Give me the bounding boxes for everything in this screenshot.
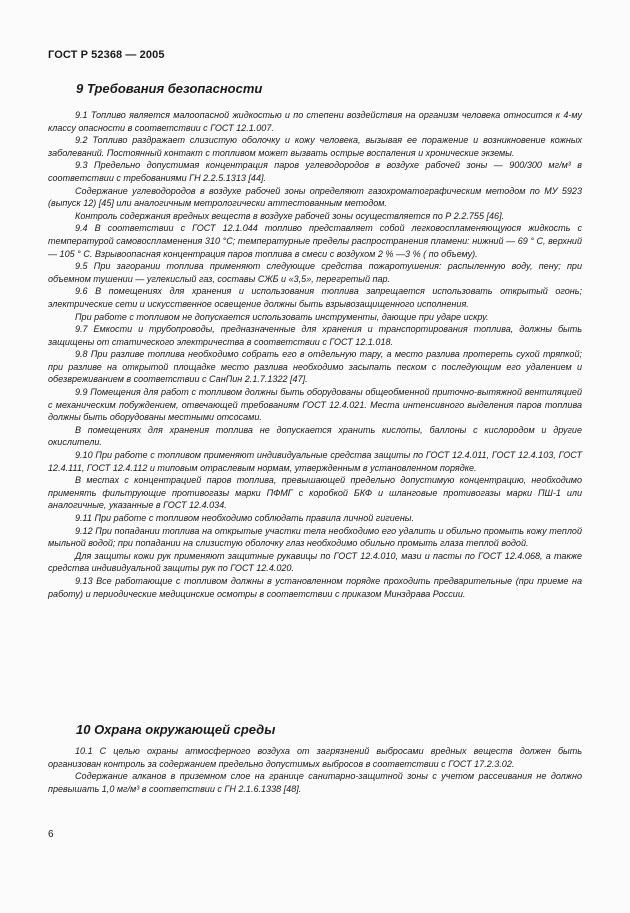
paragraph-9-10-gasmasks: В местах с концентрацией паров топлива, превышающей предельно допустимую концентрацию, необходимо применять фильтрующие противогазы марки ПФМГ с коробкой БКФ и шланговые противогазы марки ПШ-1 или аналогичные, указанные в ГОСТ 12.4.034. <box>48 475 582 511</box>
page-number: 6 <box>48 829 54 840</box>
paragraph-9-6-tools: При работе с топливом не допускается использовать инструменты, дающие при ударе искру. <box>75 311 489 322</box>
paragraph-9-3: 9.3 Предельно допустимая концентрация паров углеводородов в воздухе рабочей зоны — 900/300 мг/м³ в соответствии с требованиями ГН 2.2.5.1313 [44]. <box>48 160 582 183</box>
paragraph-9-7: 9.7 Емкости и трубопроводы, предназначенные для хранения и транспортирования топлива, должны быть защищены от статического электричества в соответствии с ГОСТ 12.1.018. <box>48 324 582 347</box>
paragraph-9-8: 9.8 При разливе топлива необходимо собрать его в отдельную тару, а место разлива протереть сухой тряпкой; при разливе на открытой площадке место разлива необходимо засыпать песком с последующим его удалением и обезвреживанием в соответствии с СанПин 2.1.7.1322 [47]. <box>48 349 582 385</box>
paragraph-10-1-alkanes: Содержание алканов в приземном слое на границе санитарно-защитной зоны с учетом рассеивания не должно превышать 1,0 мг/м³ в соответствии с ГН 2.1.6.1338 [48]. <box>48 771 582 794</box>
paragraph-9-9-storage: В помещениях для хранения топлива не допускается хранить кислоты, баллоны с кислородом и другие окислители. <box>48 424 582 448</box>
section-10-body <box>48 745 582 795</box>
section-10-title: 10 Охрана окружающей среды <box>76 722 276 737</box>
paragraph-10-1: 10.1 С целью охраны атмосферного воздуха от загрязнений выбросами вредных веществ должен быть организован контроль за содержанием предельно допустимых выбросов в соответствии с ГОСТ 17.2.3.02. <box>48 746 582 769</box>
paragraph-9-5: 9.5 При загорании топлива применяют следующие средства пожаротушения: распыленную воду, пену; при объемном тушении — углекислый газ, составы СЖБ и «3,5», перегретый пар. <box>48 261 582 284</box>
section-9-body <box>48 109 582 600</box>
paragraph-9-11: 9.11 При работе с топливом необходимо соблюдать правила личной гигиены. <box>75 513 414 523</box>
paragraph-9-2: 9.2 Топливо раздражает слизистую оболочку и кожу человека, вызывая ее поражение и возникновение кожных заболеваний. Постоянный контакт с топливом может вызвать острые воспаления и хронические экземы. <box>48 135 582 158</box>
paragraph-9-3-control: Контроль содержания вредных веществ в воздухе рабочей зоны осуществляется по Р 2.2.755 [46]. <box>75 210 505 221</box>
document-id: ГОСТ Р 52368 — 2005 <box>48 49 165 61</box>
section-9-title: 9 Требования безопасности <box>76 81 263 96</box>
paragraph-9-12-gloves: Для защиты кожи рук применяют защитные рукавицы по ГОСТ 12.4.010, мази и пасты по ГОСТ 12.4.068, а также средства индивидуальной защиты рук по ГОСТ 12.4.020. <box>48 550 582 574</box>
paragraph-9-9: 9.9 Помещения для работ с топливом должны быть оборудованы общеобменной приточно-вытяжной вентиляцией с механическим побуждением, отвечающей требованиям ГОСТ 12.4.021. Места интенсивного выделения паров топлива должны быть оборудованы местными отсосами. <box>48 387 582 423</box>
paragraph-9-1: 9.1 Топливо является малоопасной жидкостью и по степени воздействия на организм человека относится к 4-му классу опасности в соответствии с ГОСТ 12.1.007. <box>48 110 582 133</box>
paragraph-9-13: 9.13 Все работающие с топливом должны в установленном порядке проходить предварительные (при приеме на работу) и периодические медицинские осмотры в соответствии с приказом Минздрава России. <box>48 575 582 599</box>
paragraph-9-6: 9.6 В помещениях для хранения и использования топлива запрещается использовать открытый огонь; электрические сети и искусственное освещение должны быть взрывозащищенного исполнения. <box>48 286 582 309</box>
paragraph-9-12: 9.12 При попадании топлива на открытые участки тела необходимо его удалить и обильно промыть кожу теплой мыльной водой; при попадании на слизистую оболочку глаз необходимо обильно промыть глаза теплой водой. <box>48 525 582 549</box>
paragraph-9-10: 9.10 При работе с топливом применяют индивидуальные средства защиты по ГОСТ 12.4.011, ГОСТ 12.4.103, ГОСТ 12.4.111, ГОСТ 12.4.112 и типовым отраслевым нормам, утвержденным в установленном порядке. <box>48 450 582 473</box>
paragraph-9-4: 9.4 В соответствии с ГОСТ 12.1.044 топливо представляет собой легковоспламеняющуюся жидкость с температурой самовоспламенения 310 °С; температурные пределы распространения пламени: нижний — 69 ° С, верхний — 105 ° С. Взрывоопасная концентрация паров топлива в смеси с воздухом 2 % —3 % ( по объему). <box>48 223 582 259</box>
paragraph-9-3-method: Содержание углеводородов в воздухе рабочей зоны определяют газохроматографическим методом по МУ 5923 (выпуск 12) [45] или аналогичным метрологически аттестованным методом. <box>48 185 582 209</box>
